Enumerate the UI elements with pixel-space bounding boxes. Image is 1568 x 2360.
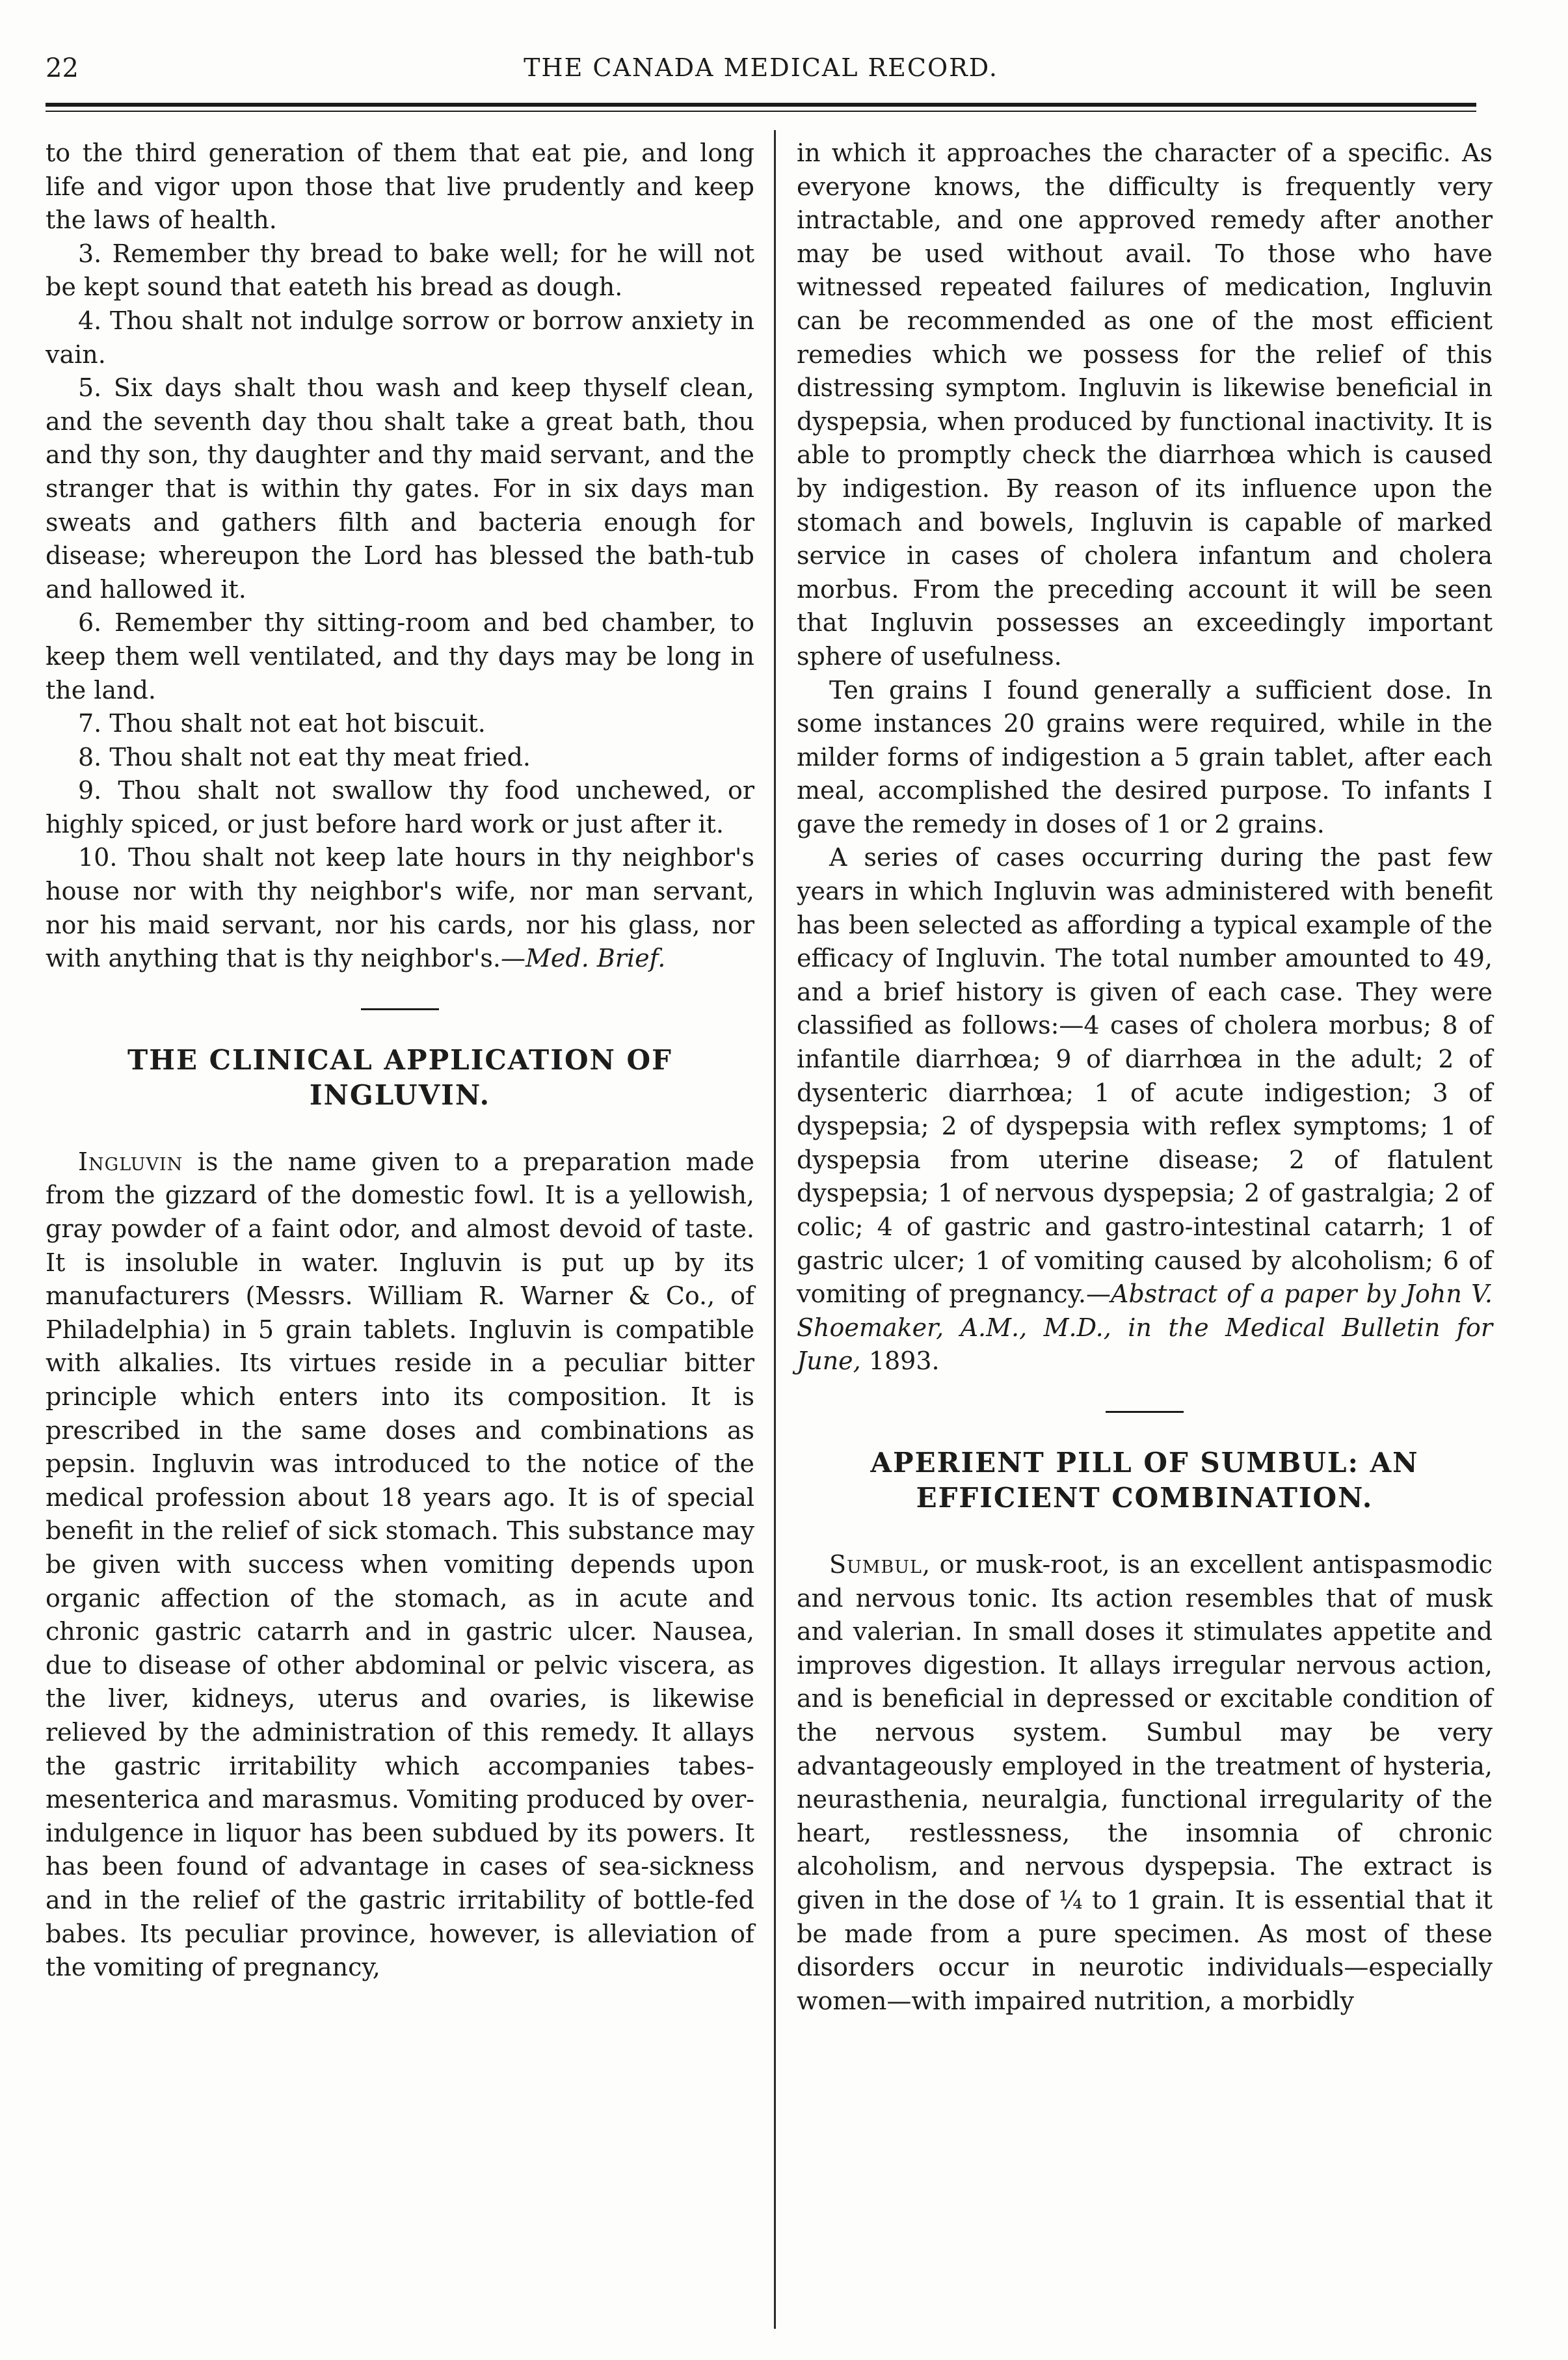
paragraph: 4. Thou shalt not indulge sorrow or borrow anxiety in vain. [46,306,754,369]
paragraph [46,841,754,975]
right-column [797,137,1493,2018]
section-divider [361,1008,439,1010]
page-number: 22 [46,53,79,83]
header-rule-thick [46,103,1476,107]
article-heading-sumbul: APERIENT PILL OF SUMBUL: AN EFFICIENT COMBINATION. [870,1446,1419,1514]
left-column [46,137,754,1985]
header-rule-thin [46,111,1476,112]
article-heading-ingluvin: THE CLINICAL APPLICATION OF INGLUVIN. [127,1043,672,1111]
paragraph-text: 10. Thou shalt not keep late hours in thy neighbor's house nor with thy neighbor's wife, nor man servant, nor his maid servant, nor his cards, nor his glass, nor with anything that is thy neighbor's.— [46,843,754,973]
paragraph: Ten grains I found generally a sufficient dose. In some instances 20 grains were required, while in the milder forms of indigestion a 5 grain tablet, after each meal, accomplished the desired purpose. To infants I gave the remedy in doses of 1 or 2 grains. [797,675,1493,838]
paragraph-text: A series of cases occurring during the past few years in which Ingluvin was administered with benefit has been selected as affording a typical example of the efficacy of Ingluvin. The total number amounted to 49, and a brief history is given of each case. They were classified as follows:—4 cases of cholera morbus; 8 of infantile diarrhœa; 9 of diarrhœa in the adult; 2 of dysenteric diarrhœa; 1 of acute indigestion; 3 of dyspepsia; 2 of dyspepsia with reflex symptoms; 1 of dyspepsia from uterine disease; 2 of flatulent dyspepsia; 1 of nervous dyspepsia; 2 of gastralgia; 2 of colic; 4 of gastric and gastro-intestinal catarrh; 1 of gastric ulcer; 1 of vomiting caused by alcoholism; 6 of vomiting of pregnancy.— [797,843,1493,1309]
paragraph-text: is the name given to a preparation made from the gizzard of the domestic fowl. It is a yellowish, gray powder of a faint odor, and almost devoid of taste. It is insoluble in water. Ingluvin is put up by its manufacturers (Messrs. William R. Warner & Co., of Philadelphia) in 5 grain tablets. Ingluvin is compatible with alkalies. Its virtues reside in a peculiar bitter principle which enters into its composition. It is prescribed in the same doses and combinations as pepsin. Ingluvin was introduced to the notice of the medical profession about 18 years ago. It is of special benefit in the relief of sick stomach. This substance may be given with success when vomiting depends upon organic affection of the stomach, as in acute and chronic gastric catarrh and in gastric ulcer. Nausea, due to disease of other abdominal or pelvic viscera, as the liver, kidneys, uterus and ovaries, is likewise relieved by the administration of this remedy. It allays the gastric irritability which accompanies tabes-mesenterica and marasmus. Vomiting produced by over-indulgence in liquor has been subdued by its powers. It has been found of advantage in cases of sea-sickness and in the relief of the gastric irritability of bottle-fed babes. Its peculiar province, however, is alleviation of the vomiting of pregnancy, [46,1147,754,1982]
lead-word: Ingluvin [78,1147,183,1176]
paragraph: 5. Six days shalt thou wash and keep thyself clean, and the seventh day thou shalt take a great bath, thou and thy son, thy daughter and thy maid servant, and the stranger that is within thy gates. For in six days man sweats and gathers filth and bacteria enough for disease; whereupon the Lord has blessed the bath-tub and hallowed it. [46,373,754,604]
paragraph: 8. Thou shalt not eat thy meat fried. [78,742,531,771]
paragraph: 3. Remember thy bread to bake well; for he will not be kept sound that eateth his bread as dough. [46,239,754,302]
paragraph: 9. Thou shalt not swallow thy food unchewed, or highly spiced, or just before hard work or just after it. [46,776,754,838]
paragraph [46,1146,754,1985]
citation: Abstract of a paper by John V. Shoemaker, A.M., M.D., in the Medical Bulletin for June, [797,1280,1493,1376]
paragraph [797,1548,1493,2018]
citation-year: 1893. [860,1347,940,1376]
column-divider [774,130,776,2329]
paragraph: to the third generation of them that eat pie, and long life and vigor upon those that live prudently and keep the laws of health. [46,139,754,235]
lead-word: Sumbul [829,1549,922,1579]
paragraph: in which it approaches the character of a specific. As everyone knows, the difficulty is frequently very intractable, and one approved remedy after another may be used without avail. To those who have witnessed repeated failures of medication, Ingluvin can be recommended as one of the most efficient remedies which we possess for the relief of this distressing symptom. Ingluvin is likewise beneficial in dyspepsia, when produced by functional inactivity. It is able to promptly check the diarrhœa which is caused by indigestion. By reason of its influence upon the stomach and bowels, Ingluvin is capable of marked service in cases of cholera infantum and cholera morbus. From the preceding account it will be seen that Ingluvin possesses an exceedingly important sphere of usefulness. [797,139,1493,671]
paragraph: 6. Remember thy sitting-room and bed chamber, to keep them well ventilated, and thy days may be long in the land. [46,608,754,704]
citation: Med. Brief. [525,944,666,973]
running-head [46,53,1476,92]
paragraph: 7. Thou shalt not eat hot biscuit. [78,709,486,738]
paragraph [797,841,1493,1378]
section-divider [1106,1411,1184,1413]
paragraph-text: , or musk-root, is an excellent antispasmodic and nervous tonic. Its action resembles that of musk and valerian. In small doses it stimulates appetite and improves digestion. It allays irregular nervous action, and is beneficial in depressed or excitable condition of the nervous system. Sumbul may be very advantageously employed in the treatment of hysteria, neurasthenia, neuralgia, functional irregularity of the heart, restlessness, the insomnia of chronic alcoholism, and nervous dyspepsia. The extract is given in the dose of ¼ to 1 grain. It is essential that it be made from a pure specimen. As most of these disorders occur in neurotic individuals—especially women—with impaired nutrition, a morbidly [797,1549,1493,2015]
journal-title: THE CANADA MEDICAL RECORD. [524,53,998,82]
